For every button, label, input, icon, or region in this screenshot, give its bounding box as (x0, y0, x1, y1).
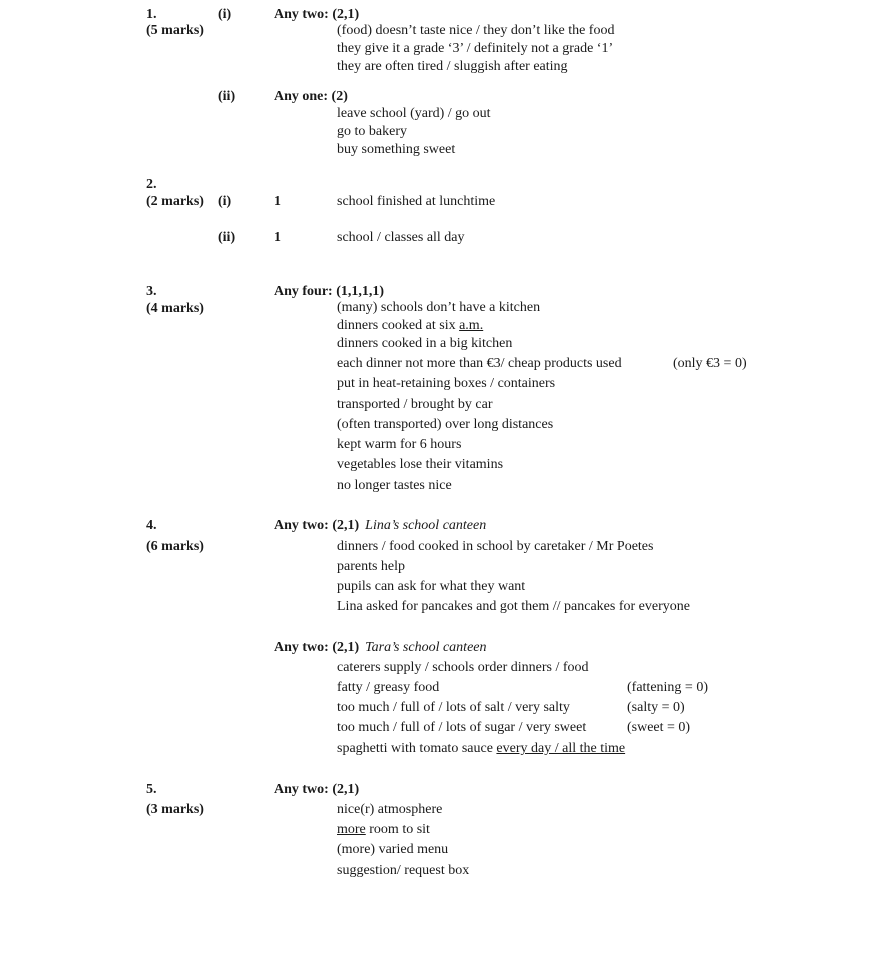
answer-heading (274, 517, 486, 534)
answer-note: (sweet = 0) (627, 720, 691, 735)
answer-line: (more) varied menu (337, 842, 449, 857)
answer-text: dinners cooked at six (337, 318, 456, 333)
answer-line: suggestion/ request box (337, 863, 470, 878)
answer-heading: Any two: (2,1) (274, 7, 360, 22)
question-number: 3. (146, 284, 157, 299)
answer-line: buy something sweet (337, 142, 456, 157)
answer-line: vegetables lose their vitamins (337, 457, 504, 472)
question-marks: (5 marks) (146, 23, 204, 38)
answer-text: room to sit (369, 822, 430, 837)
answer-line: no longer tastes nice (337, 478, 452, 493)
answer-line (337, 821, 430, 838)
answer-line: transported / brought by car (337, 397, 493, 412)
answer-line: go to bakery (337, 124, 407, 139)
answer-line: school finished at lunchtime (337, 194, 496, 209)
question-number: 2. (146, 177, 157, 192)
answer-line: too much / full of / lots of salt / very salty (337, 700, 570, 715)
answer-note: (only €3 = 0) (673, 356, 747, 371)
answer-line: leave school (yard) / go out (337, 106, 491, 121)
answer-heading: Any one: (2) (274, 89, 348, 104)
part-label: (ii) (218, 89, 236, 104)
answer-line: (often transported) over long distances (337, 417, 554, 432)
question-marks: (6 marks) (146, 539, 204, 554)
heading-text: Any two: (2,1) (274, 640, 360, 655)
part-label: (i) (218, 7, 232, 22)
answer-heading (274, 639, 487, 656)
answer-line (337, 317, 483, 334)
question-marks: (2 marks) (146, 194, 204, 209)
question-number: 4. (146, 518, 157, 533)
part-label: (ii) (218, 230, 236, 245)
answer-underlined-text: every day / all the time (496, 741, 626, 756)
section-title: Lina’s school canteen (365, 518, 487, 533)
answer-line: each dinner not more than €3/ cheap products used (337, 356, 622, 371)
question-number: 5. (146, 782, 157, 797)
question-number: 1. (146, 7, 157, 22)
answer-underlined-text: more (337, 822, 366, 837)
answer-line: (food) doesn’t taste nice / they don’t like the food (337, 23, 615, 38)
answer-line: school / classes all day (337, 230, 465, 245)
answer-heading: Any two: (2,1) (274, 782, 360, 797)
answer-line: dinners / food cooked in school by caretaker / Mr Poetes (337, 539, 654, 554)
answer-line: parents help (337, 559, 406, 574)
section-title: Tara’s school canteen (365, 640, 487, 655)
answer-line: pupils can ask for what they want (337, 579, 526, 594)
answer-line: they are often tired / sluggish after eating (337, 59, 568, 74)
answer-underlined-text: a.m. (459, 318, 484, 333)
points-value: 1 (274, 230, 281, 245)
answer-line (337, 740, 625, 757)
answer-line: put in heat-retaining boxes / containers (337, 376, 556, 391)
answer-heading: Any four: (1,1,1,1) (274, 284, 385, 299)
answer-line: they give it a grade ‘3’ / definitely not a grade ‘1’ (337, 41, 614, 56)
answer-line: nice(r) atmosphere (337, 802, 443, 817)
answer-text: spaghetti with tomato sauce (337, 741, 493, 756)
answer-line: fatty / greasy food (337, 680, 440, 695)
answer-line: too much / full of / lots of sugar / very sweet (337, 720, 587, 735)
answer-line: caterers supply / schools order dinners / food (337, 660, 589, 675)
answer-line: dinners cooked in a big kitchen (337, 336, 513, 351)
answer-note: (salty = 0) (627, 700, 685, 715)
heading-text: Any two: (2,1) (274, 518, 360, 533)
question-marks: (4 marks) (146, 301, 204, 316)
answer-line: Lina asked for pancakes and got them // pancakes for everyone (337, 599, 690, 614)
question-marks: (3 marks) (146, 802, 204, 817)
points-value: 1 (274, 194, 281, 209)
answer-line: (many) schools don’t have a kitchen (337, 300, 541, 315)
answer-line: kept warm for 6 hours (337, 437, 462, 452)
part-label: (i) (218, 194, 232, 209)
answer-note: (fattening = 0) (627, 680, 708, 695)
